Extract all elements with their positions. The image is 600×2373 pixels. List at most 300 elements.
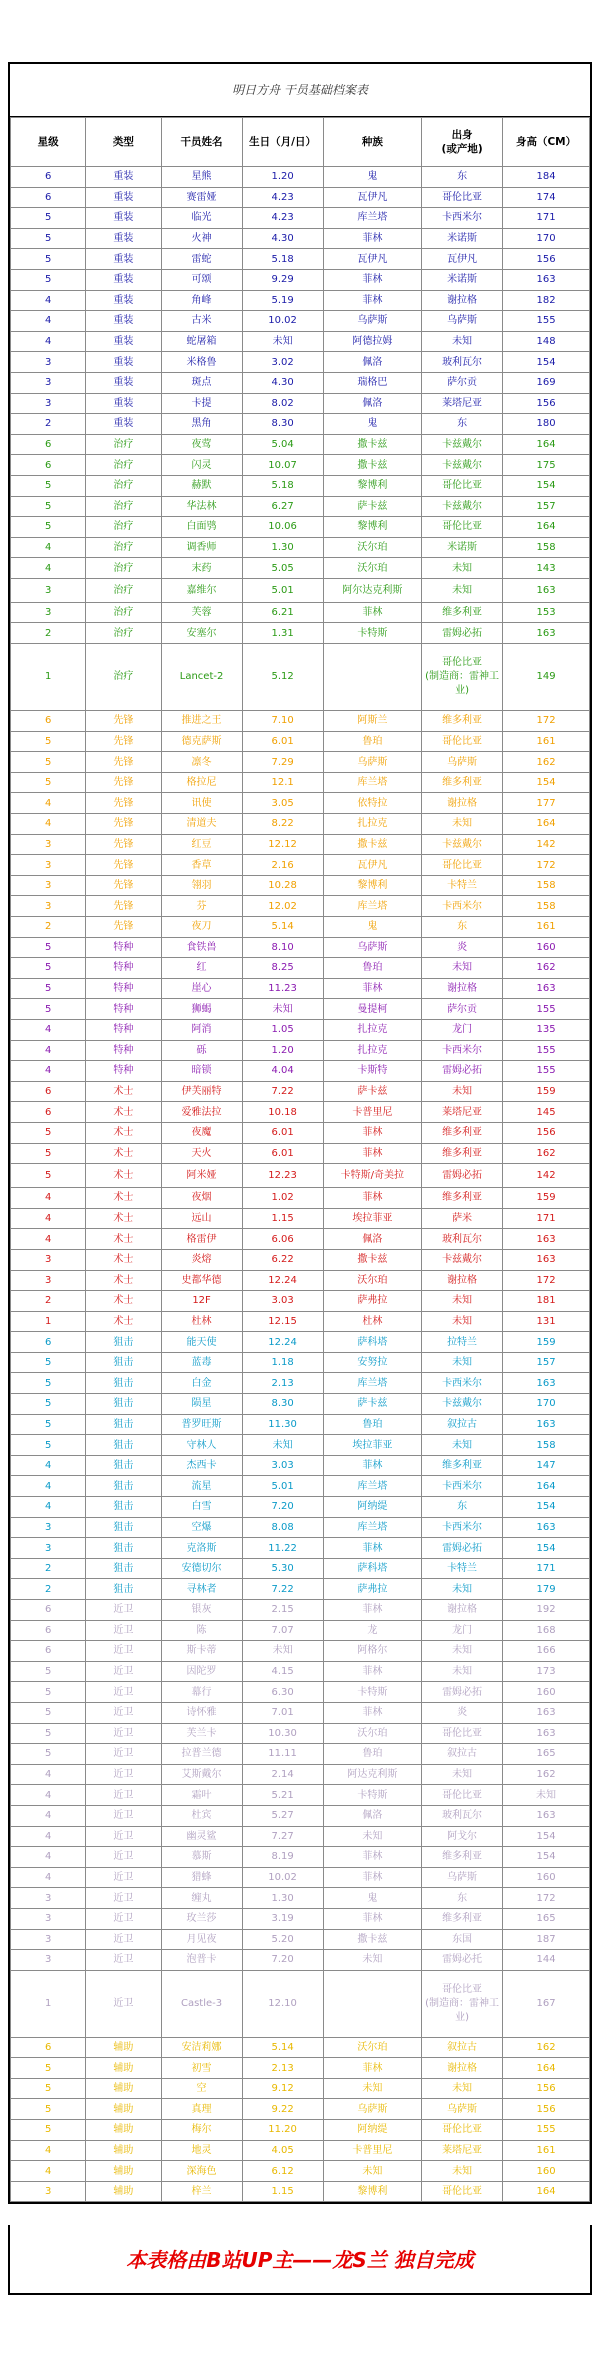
cell-origin: 未知 bbox=[422, 1435, 503, 1456]
cell-class: 狙击 bbox=[86, 1352, 161, 1373]
cell-birthday: 12.24 bbox=[242, 1332, 323, 1353]
cell-name: 猎蜂 bbox=[161, 1867, 242, 1888]
cell-origin: 未知 bbox=[422, 958, 503, 979]
cell-rarity: 3 bbox=[11, 1249, 86, 1270]
cell-rarity: 6 bbox=[11, 1102, 86, 1123]
table-row bbox=[11, 644, 590, 711]
cell-name: 杜宾 bbox=[161, 1805, 242, 1826]
cell-origin: 龙门 bbox=[422, 1620, 503, 1641]
table-row bbox=[11, 1352, 590, 1373]
cell-height: 154 bbox=[503, 1847, 590, 1868]
cell-name: 蛇屠箱 bbox=[161, 331, 242, 352]
cell-name: 艾斯戴尔 bbox=[161, 1764, 242, 1785]
cell-birthday: 7.07 bbox=[242, 1620, 323, 1641]
cell-name: 闪灵 bbox=[161, 455, 242, 476]
cell-rarity: 6 bbox=[11, 1081, 86, 1102]
cell-rarity: 5 bbox=[11, 1394, 86, 1415]
cell-origin: 玻利瓦尔 bbox=[422, 1805, 503, 1826]
cell-race bbox=[323, 1970, 421, 2037]
cell-race: 库兰塔 bbox=[323, 1373, 421, 1394]
cell-name: 陨星 bbox=[161, 1394, 242, 1415]
table-row bbox=[11, 1888, 590, 1909]
cell-origin: 雷姆必托 bbox=[422, 1950, 503, 1971]
cell-name: 史都华德 bbox=[161, 1270, 242, 1291]
cell-class: 治疗 bbox=[86, 578, 161, 602]
cell-origin: 卡西米尔 bbox=[422, 1040, 503, 1061]
cell-class: 特种 bbox=[86, 937, 161, 958]
cell-name: 陈 bbox=[161, 1620, 242, 1641]
cell-name: 夜魔 bbox=[161, 1122, 242, 1143]
cell-rarity: 3 bbox=[11, 896, 86, 917]
cell-height: 160 bbox=[503, 937, 590, 958]
cell-name: 斑点 bbox=[161, 372, 242, 393]
cell-class: 治疗 bbox=[86, 455, 161, 476]
cell-name: 夜刀 bbox=[161, 917, 242, 938]
cell-race: 撒卡兹 bbox=[323, 834, 421, 855]
cell-race: 库兰塔 bbox=[323, 1517, 421, 1538]
cell-birthday: 2.13 bbox=[242, 2058, 323, 2079]
cell-name: 芙兰卡 bbox=[161, 1723, 242, 1744]
cell-rarity: 6 bbox=[11, 167, 86, 188]
cell-rarity: 5 bbox=[11, 937, 86, 958]
table-row bbox=[11, 772, 590, 793]
cell-name: 因陀罗 bbox=[161, 1661, 242, 1682]
cell-birthday: 4.05 bbox=[242, 2140, 323, 2161]
cell-birthday: 5.27 bbox=[242, 1805, 323, 1826]
cell-birthday: 12.23 bbox=[242, 1164, 323, 1188]
cell-origin: 卡兹戴尔 bbox=[422, 1249, 503, 1270]
cell-birthday: 1.30 bbox=[242, 1888, 323, 1909]
cell-height: 160 bbox=[503, 2161, 590, 2182]
cell-height: 184 bbox=[503, 167, 590, 188]
cell-birthday: 2.13 bbox=[242, 1373, 323, 1394]
cell-race: 菲林 bbox=[323, 2058, 421, 2079]
cell-origin: 哥伦比亚 (制造商：雷神工业) bbox=[422, 644, 503, 711]
cell-height: 161 bbox=[503, 2140, 590, 2161]
cell-name: 蓝毒 bbox=[161, 1352, 242, 1373]
cell-origin: 叙拉古 bbox=[422, 2037, 503, 2058]
cell-origin: 雷姆必拓 bbox=[422, 1682, 503, 1703]
cell-class: 近卫 bbox=[86, 1929, 161, 1950]
cell-height: 156 bbox=[503, 393, 590, 414]
cell-height: 163 bbox=[503, 269, 590, 290]
cell-name: 凛冬 bbox=[161, 752, 242, 773]
cell-origin: 卡兹戴尔 bbox=[422, 834, 503, 855]
cell-rarity: 5 bbox=[11, 1352, 86, 1373]
table-row bbox=[11, 1805, 590, 1826]
cell-height: 158 bbox=[503, 875, 590, 896]
cell-name: 嘉维尔 bbox=[161, 578, 242, 602]
cell-origin: 莱塔尼亚 bbox=[422, 1102, 503, 1123]
table-row bbox=[11, 1019, 590, 1040]
cell-height: 155 bbox=[503, 1040, 590, 1061]
cell-rarity: 4 bbox=[11, 290, 86, 311]
table-row bbox=[11, 1950, 590, 1971]
cell-birthday: 2.14 bbox=[242, 1764, 323, 1785]
cell-height: 154 bbox=[503, 1538, 590, 1559]
cell-birthday: 5.01 bbox=[242, 578, 323, 602]
cell-origin: 东 bbox=[422, 167, 503, 188]
table-row bbox=[11, 269, 590, 290]
cell-height: 172 bbox=[503, 855, 590, 876]
cell-name: 梅尔 bbox=[161, 2120, 242, 2141]
cell-name: 芬 bbox=[161, 896, 242, 917]
cell-class: 重装 bbox=[86, 372, 161, 393]
cell-rarity: 3 bbox=[11, 2181, 86, 2202]
cell-birthday: 9.22 bbox=[242, 2099, 323, 2120]
cell-class: 特种 bbox=[86, 978, 161, 999]
cell-name: 临光 bbox=[161, 208, 242, 229]
cell-origin: 萨米 bbox=[422, 1208, 503, 1229]
cell-height: 180 bbox=[503, 414, 590, 435]
table-row bbox=[11, 1332, 590, 1353]
cell-height: 143 bbox=[503, 558, 590, 579]
cell-height: 156 bbox=[503, 2099, 590, 2120]
cell-rarity: 4 bbox=[11, 1188, 86, 1209]
cell-birthday: 1.20 bbox=[242, 167, 323, 188]
cell-name: 杰西卡 bbox=[161, 1455, 242, 1476]
cell-rarity: 4 bbox=[11, 331, 86, 352]
cell-height: 164 bbox=[503, 2181, 590, 2202]
cell-name: 诗怀雅 bbox=[161, 1702, 242, 1723]
cell-origin: 哥伦比亚 bbox=[422, 187, 503, 208]
cell-name: 安塞尔 bbox=[161, 623, 242, 644]
cell-height: 163 bbox=[503, 578, 590, 602]
cell-origin: 维多利亚 bbox=[422, 1455, 503, 1476]
cell-height: 163 bbox=[503, 1249, 590, 1270]
cell-class: 术士 bbox=[86, 1311, 161, 1332]
cell-birthday: 7.22 bbox=[242, 1579, 323, 1600]
cell-rarity: 5 bbox=[11, 517, 86, 538]
header-origin: 出身 (或产地) bbox=[422, 118, 503, 167]
cell-birthday: 5.21 bbox=[242, 1785, 323, 1806]
cell-class: 近卫 bbox=[86, 1764, 161, 1785]
table-row bbox=[11, 1620, 590, 1641]
table-row bbox=[11, 331, 590, 352]
cell-rarity: 3 bbox=[11, 855, 86, 876]
cell-name: 伊芙丽特 bbox=[161, 1081, 242, 1102]
table-row bbox=[11, 834, 590, 855]
cell-birthday: 9.12 bbox=[242, 2078, 323, 2099]
cell-birthday: 3.03 bbox=[242, 1455, 323, 1476]
cell-race: 卡特斯 bbox=[323, 1785, 421, 1806]
table-row bbox=[11, 393, 590, 414]
table-row bbox=[11, 249, 590, 270]
table-row bbox=[11, 1081, 590, 1102]
cell-class: 狙击 bbox=[86, 1332, 161, 1353]
cell-birthday: 3.19 bbox=[242, 1908, 323, 1929]
cell-class: 术士 bbox=[86, 1229, 161, 1250]
cell-origin: 雷姆必拓 bbox=[422, 1538, 503, 1559]
cell-rarity: 5 bbox=[11, 1682, 86, 1703]
cell-race: 乌萨斯 bbox=[323, 937, 421, 958]
cell-origin: 哥伦比亚 bbox=[422, 731, 503, 752]
cell-class: 狙击 bbox=[86, 1394, 161, 1415]
cell-rarity: 5 bbox=[11, 731, 86, 752]
cell-origin: 雷姆必拓 bbox=[422, 1164, 503, 1188]
cell-name: 银灰 bbox=[161, 1600, 242, 1621]
cell-origin: 哥伦比亚 bbox=[422, 1723, 503, 1744]
cell-height: 172 bbox=[503, 711, 590, 732]
cell-height: 155 bbox=[503, 999, 590, 1020]
cell-class: 狙击 bbox=[86, 1414, 161, 1435]
cell-name: 杜林 bbox=[161, 1311, 242, 1332]
cell-birthday: 12.24 bbox=[242, 1270, 323, 1291]
cell-birthday: 5.14 bbox=[242, 2037, 323, 2058]
cell-race: 菲林 bbox=[323, 602, 421, 623]
cell-height: 142 bbox=[503, 1164, 590, 1188]
cell-name: 深海色 bbox=[161, 2161, 242, 2182]
cell-class: 重装 bbox=[86, 187, 161, 208]
cell-birthday: 11.20 bbox=[242, 2120, 323, 2141]
cell-rarity: 3 bbox=[11, 393, 86, 414]
cell-class: 治疗 bbox=[86, 644, 161, 711]
cell-height: 177 bbox=[503, 793, 590, 814]
table-row bbox=[11, 1558, 590, 1579]
cell-class: 重装 bbox=[86, 269, 161, 290]
cell-origin: 哥伦比亚 bbox=[422, 517, 503, 538]
cell-class: 近卫 bbox=[86, 1785, 161, 1806]
cell-race: 菲林 bbox=[323, 1122, 421, 1143]
cell-origin: 卡西米尔 bbox=[422, 1373, 503, 1394]
cell-race: 菲林 bbox=[323, 1143, 421, 1164]
cell-name: 安德切尔 bbox=[161, 1558, 242, 1579]
cell-race: 瑞格巴 bbox=[323, 372, 421, 393]
cell-height: 159 bbox=[503, 1188, 590, 1209]
cell-rarity: 5 bbox=[11, 752, 86, 773]
cell-rarity: 5 bbox=[11, 1373, 86, 1394]
cell-origin: 未知 bbox=[422, 1352, 503, 1373]
cell-birthday: 4.23 bbox=[242, 208, 323, 229]
cell-height: 170 bbox=[503, 1394, 590, 1415]
table-row bbox=[11, 937, 590, 958]
cell-class: 近卫 bbox=[86, 1641, 161, 1662]
cell-birthday: 7.10 bbox=[242, 711, 323, 732]
cell-rarity: 4 bbox=[11, 1455, 86, 1476]
cell-rarity: 5 bbox=[11, 2078, 86, 2099]
table-row bbox=[11, 602, 590, 623]
cell-height: 153 bbox=[503, 602, 590, 623]
cell-name: 能天使 bbox=[161, 1332, 242, 1353]
cell-race: 安努拉 bbox=[323, 1352, 421, 1373]
cell-name: 赛雷娅 bbox=[161, 187, 242, 208]
cell-class: 近卫 bbox=[86, 1744, 161, 1765]
cell-race: 萨弗拉 bbox=[323, 1579, 421, 1600]
cell-height: 162 bbox=[503, 2037, 590, 2058]
header-name: 干员姓名 bbox=[161, 118, 242, 167]
cell-birthday: 7.29 bbox=[242, 752, 323, 773]
header-race: 种族 bbox=[323, 118, 421, 167]
cell-name: 梓兰 bbox=[161, 2181, 242, 2202]
cell-height: 181 bbox=[503, 1291, 590, 1312]
cell-name: 黑角 bbox=[161, 414, 242, 435]
cell-origin: 玻利瓦尔 bbox=[422, 352, 503, 373]
cell-name: 角峰 bbox=[161, 290, 242, 311]
cell-class: 近卫 bbox=[86, 1682, 161, 1703]
cell-race: 库兰塔 bbox=[323, 208, 421, 229]
cell-height: 164 bbox=[503, 434, 590, 455]
cell-race: 鲁珀 bbox=[323, 731, 421, 752]
cell-class: 特种 bbox=[86, 999, 161, 1020]
cell-class: 辅助 bbox=[86, 2078, 161, 2099]
cell-race: 菲林 bbox=[323, 978, 421, 999]
cell-race: 乌萨斯 bbox=[323, 752, 421, 773]
cell-height: 154 bbox=[503, 475, 590, 496]
cell-name: 雷蛇 bbox=[161, 249, 242, 270]
cell-birthday: 12.15 bbox=[242, 1311, 323, 1332]
cell-race: 黎博利 bbox=[323, 517, 421, 538]
cell-origin: 东 bbox=[422, 414, 503, 435]
cell-class: 先锋 bbox=[86, 731, 161, 752]
cell-name: 炎熔 bbox=[161, 1249, 242, 1270]
table-row bbox=[11, 752, 590, 773]
cell-rarity: 5 bbox=[11, 958, 86, 979]
cell-race: 撒卡兹 bbox=[323, 1929, 421, 1950]
cell-origin: 乌萨斯 bbox=[422, 2099, 503, 2120]
cell-height: 158 bbox=[503, 537, 590, 558]
cell-height: 167 bbox=[503, 1970, 590, 2037]
cell-name: 爱雅法拉 bbox=[161, 1102, 242, 1123]
table-row bbox=[11, 290, 590, 311]
cell-name: 火神 bbox=[161, 228, 242, 249]
cell-origin: 卡西米尔 bbox=[422, 896, 503, 917]
cell-class: 近卫 bbox=[86, 1908, 161, 1929]
table-row bbox=[11, 1476, 590, 1497]
cell-race: 卡斯特 bbox=[323, 1061, 421, 1082]
cell-race: 鲁珀 bbox=[323, 1744, 421, 1765]
cell-race: 瓦伊凡 bbox=[323, 187, 421, 208]
cell-rarity: 4 bbox=[11, 2161, 86, 2182]
cell-class: 重装 bbox=[86, 167, 161, 188]
table-row bbox=[11, 2099, 590, 2120]
cell-rarity: 5 bbox=[11, 2120, 86, 2141]
cell-rarity: 3 bbox=[11, 1270, 86, 1291]
cell-race: 萨卡兹 bbox=[323, 1394, 421, 1415]
cell-birthday: 2.15 bbox=[242, 1600, 323, 1621]
table-row bbox=[11, 167, 590, 188]
table-row bbox=[11, 1723, 590, 1744]
cell-height: 163 bbox=[503, 623, 590, 644]
cell-name: 幕行 bbox=[161, 1682, 242, 1703]
cell-name: 霜叶 bbox=[161, 1785, 242, 1806]
table-row bbox=[11, 2058, 590, 2079]
table-row bbox=[11, 578, 590, 602]
cell-birthday: 12.12 bbox=[242, 834, 323, 855]
cell-rarity: 5 bbox=[11, 475, 86, 496]
cell-race: 依特拉 bbox=[323, 793, 421, 814]
cell-rarity: 3 bbox=[11, 1538, 86, 1559]
cell-name: 暗锁 bbox=[161, 1061, 242, 1082]
cell-race: 撒卡兹 bbox=[323, 1249, 421, 1270]
cell-class: 辅助 bbox=[86, 2140, 161, 2161]
cell-origin: 莱塔尼亚 bbox=[422, 393, 503, 414]
cell-name: 12F bbox=[161, 1291, 242, 1312]
cell-height: 163 bbox=[503, 1414, 590, 1435]
table-row bbox=[11, 793, 590, 814]
cell-birthday: 11.22 bbox=[242, 1538, 323, 1559]
cell-race: 扎拉克 bbox=[323, 814, 421, 835]
cell-class: 狙击 bbox=[86, 1517, 161, 1538]
cell-origin: 雷姆必拓 bbox=[422, 623, 503, 644]
table-row bbox=[11, 623, 590, 644]
cell-rarity: 3 bbox=[11, 1888, 86, 1909]
cell-origin: 阿戈尔 bbox=[422, 1826, 503, 1847]
table-row bbox=[11, 1455, 590, 1476]
cell-rarity: 5 bbox=[11, 772, 86, 793]
cell-rarity: 5 bbox=[11, 1143, 86, 1164]
table-row bbox=[11, 958, 590, 979]
cell-name: 赫默 bbox=[161, 475, 242, 496]
cell-height: 168 bbox=[503, 1620, 590, 1641]
cell-class: 术士 bbox=[86, 1270, 161, 1291]
cell-rarity: 6 bbox=[11, 187, 86, 208]
table-row bbox=[11, 414, 590, 435]
cell-class: 术士 bbox=[86, 1249, 161, 1270]
cell-birthday: 10.07 bbox=[242, 455, 323, 476]
table-row bbox=[11, 517, 590, 538]
cell-height: 162 bbox=[503, 1143, 590, 1164]
cell-name: 狮蝎 bbox=[161, 999, 242, 1020]
cell-rarity: 4 bbox=[11, 1867, 86, 1888]
cell-name: 红 bbox=[161, 958, 242, 979]
cell-height: 163 bbox=[503, 1805, 590, 1826]
table-row bbox=[11, 228, 590, 249]
cell-class: 狙击 bbox=[86, 1538, 161, 1559]
cell-origin: 未知 bbox=[422, 1579, 503, 1600]
cell-rarity: 2 bbox=[11, 1291, 86, 1312]
table-row bbox=[11, 1826, 590, 1847]
cell-name: 德克萨斯 bbox=[161, 731, 242, 752]
cell-birthday: 6.01 bbox=[242, 1143, 323, 1164]
cell-origin: 卡西米尔 bbox=[422, 1476, 503, 1497]
cell-origin: 东国 bbox=[422, 1929, 503, 1950]
cell-race: 菲林 bbox=[323, 269, 421, 290]
cell-birthday: 11.30 bbox=[242, 1414, 323, 1435]
cell-rarity: 3 bbox=[11, 372, 86, 393]
cell-height: 149 bbox=[503, 644, 590, 711]
cell-class: 近卫 bbox=[86, 1826, 161, 1847]
cell-birthday: 10.28 bbox=[242, 875, 323, 896]
cell-origin: 未知 bbox=[422, 1291, 503, 1312]
cell-name: 白面鸮 bbox=[161, 517, 242, 538]
cell-rarity: 6 bbox=[11, 434, 86, 455]
cell-birthday: 8.30 bbox=[242, 414, 323, 435]
cell-name: 末药 bbox=[161, 558, 242, 579]
table-row bbox=[11, 434, 590, 455]
cell-class: 辅助 bbox=[86, 2181, 161, 2202]
cell-race: 埃拉菲亚 bbox=[323, 1208, 421, 1229]
cell-class: 治疗 bbox=[86, 537, 161, 558]
cell-class: 近卫 bbox=[86, 1620, 161, 1641]
cell-race: 菲林 bbox=[323, 1538, 421, 1559]
cell-height: 164 bbox=[503, 517, 590, 538]
cell-height: 142 bbox=[503, 834, 590, 855]
cell-race: 阿格尔 bbox=[323, 1641, 421, 1662]
cell-birthday: 6.27 bbox=[242, 496, 323, 517]
cell-rarity: 5 bbox=[11, 1723, 86, 1744]
table-row bbox=[11, 1702, 590, 1723]
table-row bbox=[11, 1122, 590, 1143]
table-row bbox=[11, 1661, 590, 1682]
cell-race: 萨弗拉 bbox=[323, 1291, 421, 1312]
cell-height: 163 bbox=[503, 978, 590, 999]
cell-race: 埃拉菲亚 bbox=[323, 1435, 421, 1456]
cell-name: 泡普卡 bbox=[161, 1950, 242, 1971]
cell-race: 阿尔达克利斯 bbox=[323, 578, 421, 602]
cell-name: 讯使 bbox=[161, 793, 242, 814]
cell-birthday: 5.01 bbox=[242, 1476, 323, 1497]
cell-rarity: 6 bbox=[11, 711, 86, 732]
